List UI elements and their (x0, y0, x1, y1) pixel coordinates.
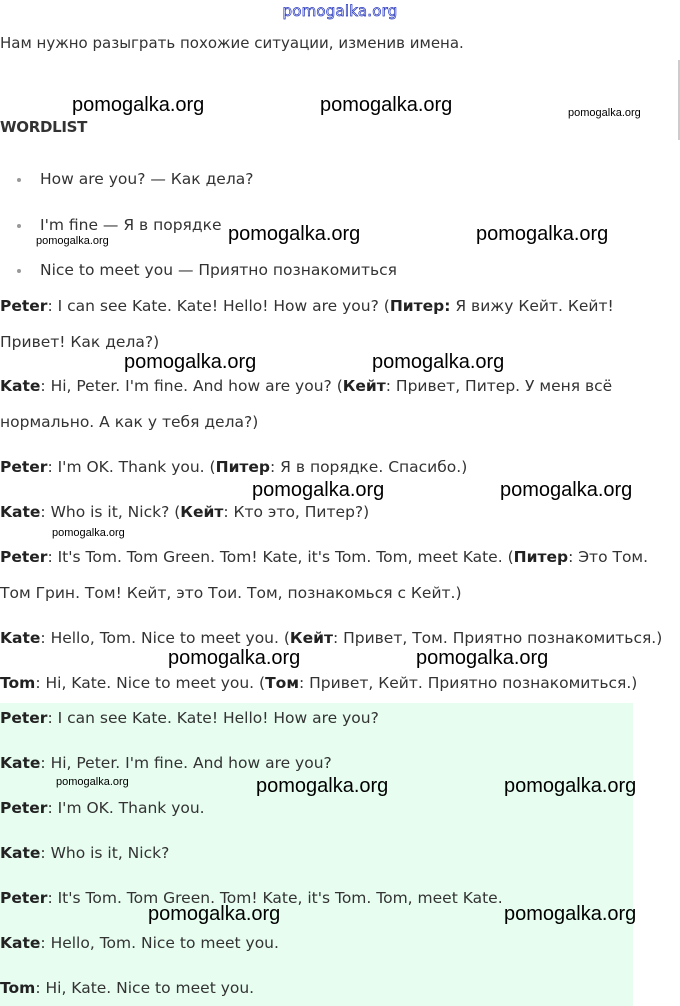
dialogue-en: Hi, Kate. Nice to meet you. ( (45, 674, 266, 692)
speaker-name: Peter (0, 297, 48, 315)
highlight-text: I can see Kate. Kate! Hello! How are you? (57, 709, 379, 727)
dialogue-paragraph: Peter: It's Tom. Tom Green. Tom! Kate, it's Tom. Tom, meet Kate. (Питер: Это Том. Том Грин. Том! Кейт, это Тои. Том, познакомься с Кейт.) (0, 548, 649, 602)
speaker-name: Kate (0, 629, 41, 647)
speaker-name: Kate (0, 503, 41, 521)
dialogue-ru: : Это Том. Том Грин. Том! Кейт, это Тои. Том, познакомься с Кейт.) (0, 548, 649, 602)
speaker-name: Kate (0, 934, 41, 952)
dialogue-en: Hi, Peter. I'm fine. And how are you? ( (50, 377, 343, 395)
watermark: pomogalka.org (476, 223, 609, 245)
speaker-name-ru: Питер (215, 458, 271, 476)
speaker-name: Peter (0, 548, 48, 566)
dialogue-ru: : Привет, Кейт. Приятно познакомиться.) (299, 674, 638, 692)
highlight-line: Kate: Who is it, Nick? (0, 844, 170, 862)
bullet-icon (17, 269, 21, 273)
speaker-name: Peter (0, 458, 48, 476)
speaker-name: Kate (0, 844, 41, 862)
highlight-text: I'm OK. Thank you. (57, 799, 205, 817)
dialogue-en: I'm OK. Thank you. ( (57, 458, 216, 476)
speaker-name: Peter (0, 799, 48, 817)
watermark: pomogalka.org (168, 647, 301, 669)
dialogue-paragraph: Peter: I'm OK. Thank you. (Питер: Я в порядке. Спасибо.) (0, 458, 468, 476)
watermark: pomogalka.org (72, 94, 205, 116)
watermark: pomogalka.org (416, 647, 549, 669)
speaker-name: Peter (0, 709, 48, 727)
speaker-name-ru: Кейт (342, 377, 386, 395)
dialogue-en: I can see Kate. Kate! Hello! How are you? ( (57, 297, 390, 315)
watermark: pomogalka.org (500, 479, 633, 501)
highlight-text: It's Tom. Tom Green. Tom! Kate, it's Tom. Tom, meet Kate. (57, 889, 503, 907)
watermark: pomogalka.org (148, 903, 281, 925)
highlight-line: Peter: I can see Kate. Kate! Hello! How are you? (0, 709, 379, 727)
highlight-text: Hello, Tom. Nice to meet you. (50, 934, 279, 952)
dialogue-ru: : Привет, Питер. У меня всё нормально. А как у тебя дела?) (0, 377, 613, 431)
speaker-name: Kate (0, 377, 41, 395)
watermark: pomogalka.org (256, 775, 389, 797)
bullet-icon (17, 178, 21, 182)
wordlist-item-text: Nice to meet you — Приятно познакомиться (40, 261, 397, 279)
watermark: pomogalka.org (124, 351, 257, 373)
dialogue-paragraph: Kate: Hi, Peter. I'm fine. And how are you? (Кейт: Привет, Питер. У меня всё нормально. А как у тебя дела?) (0, 377, 613, 431)
highlight-line: Kate: Hi, Peter. I'm fine. And how are you? (0, 754, 332, 772)
speaker-name: Peter (0, 889, 48, 907)
dialogue-paragraph: Peter: I can see Kate. Kate! Hello! How are you? (Питер: Я вижу Кейт. Кейт! Привет! Как дела?) (0, 297, 614, 351)
highlight-line: Tom: Hi, Kate. Nice to meet you. (0, 979, 255, 997)
bullet-icon (17, 224, 21, 228)
watermark: pomogalka.org (36, 235, 109, 247)
intro-text: Нам нужно разыграть похожие ситуации, изменив имена. (0, 34, 464, 52)
watermark: pomogalka.org (504, 775, 637, 797)
dialogue-ru: : Я в порядке. Спасибо.) (270, 458, 468, 476)
site-logo[interactable]: pomogalka.org (282, 2, 398, 20)
watermark: pomogalka.org (228, 223, 361, 245)
watermark: pomogalka.org (504, 903, 637, 925)
dialogue-paragraph: Kate: Hello, Tom. Nice to meet you. (Кейт: Привет, Том. Приятно познакомиться.) (0, 629, 663, 647)
highlight-text: Hi, Kate. Nice to meet you. (45, 979, 255, 997)
dialogue-paragraph: Kate: Who is it, Nick? (Кейт: Кто это, Питер?) (0, 503, 370, 521)
dialogue-en: Hello, Tom. Nice to meet you. ( (50, 629, 290, 647)
speaker-name-ru: Кейт (289, 629, 333, 647)
highlight-line: Peter: I'm OK. Thank you. (0, 799, 205, 817)
highlight-line: Kate: Hello, Tom. Nice to meet you. (0, 934, 279, 952)
highlight-line: Peter: It's Tom. Tom Green. Tom! Kate, it's Tom. Tom, meet Kate. (0, 889, 503, 907)
wordlist-title: WORDLIST (0, 118, 88, 136)
watermark: pomogalka.org (568, 107, 641, 119)
speaker-name-ru: Питер (513, 548, 569, 566)
speaker-name-ru: Питер: (389, 297, 451, 315)
dialogue-ru: : Привет, Том. Приятно познакомиться.) (332, 629, 663, 647)
watermark: pomogalka.org (252, 479, 385, 501)
watermark: pomogalka.org (372, 351, 505, 373)
speaker-name-ru: Том (265, 674, 299, 692)
dialogue-ru: Я вижу Кейт. Кейт! Привет! Как дела?) (0, 297, 614, 351)
wordlist-item-text: I'm fine — Я в порядке (40, 216, 222, 234)
highlight-text: Hi, Peter. I'm fine. And how are you? (50, 754, 332, 772)
dialogue-paragraph: Tom: Hi, Kate. Nice to meet you. (Том: Привет, Кейт. Приятно познакомиться.) (0, 674, 638, 692)
wordlist-item-text: How are you? — Как дела? (40, 170, 254, 188)
highlight-text: Who is it, Nick? (50, 844, 170, 862)
speaker-name: Tom (0, 674, 36, 692)
watermark: pomogalka.org (320, 94, 453, 116)
speaker-name: Tom (0, 979, 36, 997)
dialogue-ru: : Кто это, Питер?) (223, 503, 370, 521)
watermark: pomogalka.org (52, 527, 125, 539)
dialogue-en: Who is it, Nick? ( (50, 503, 181, 521)
dialogue-en: It's Tom. Tom Green. Tom! Kate, it's Tom. Tom, meet Kate. ( (57, 548, 514, 566)
watermark: pomogalka.org (56, 776, 129, 788)
speaker-name: Kate (0, 754, 41, 772)
speaker-name-ru: Кейт (180, 503, 224, 521)
